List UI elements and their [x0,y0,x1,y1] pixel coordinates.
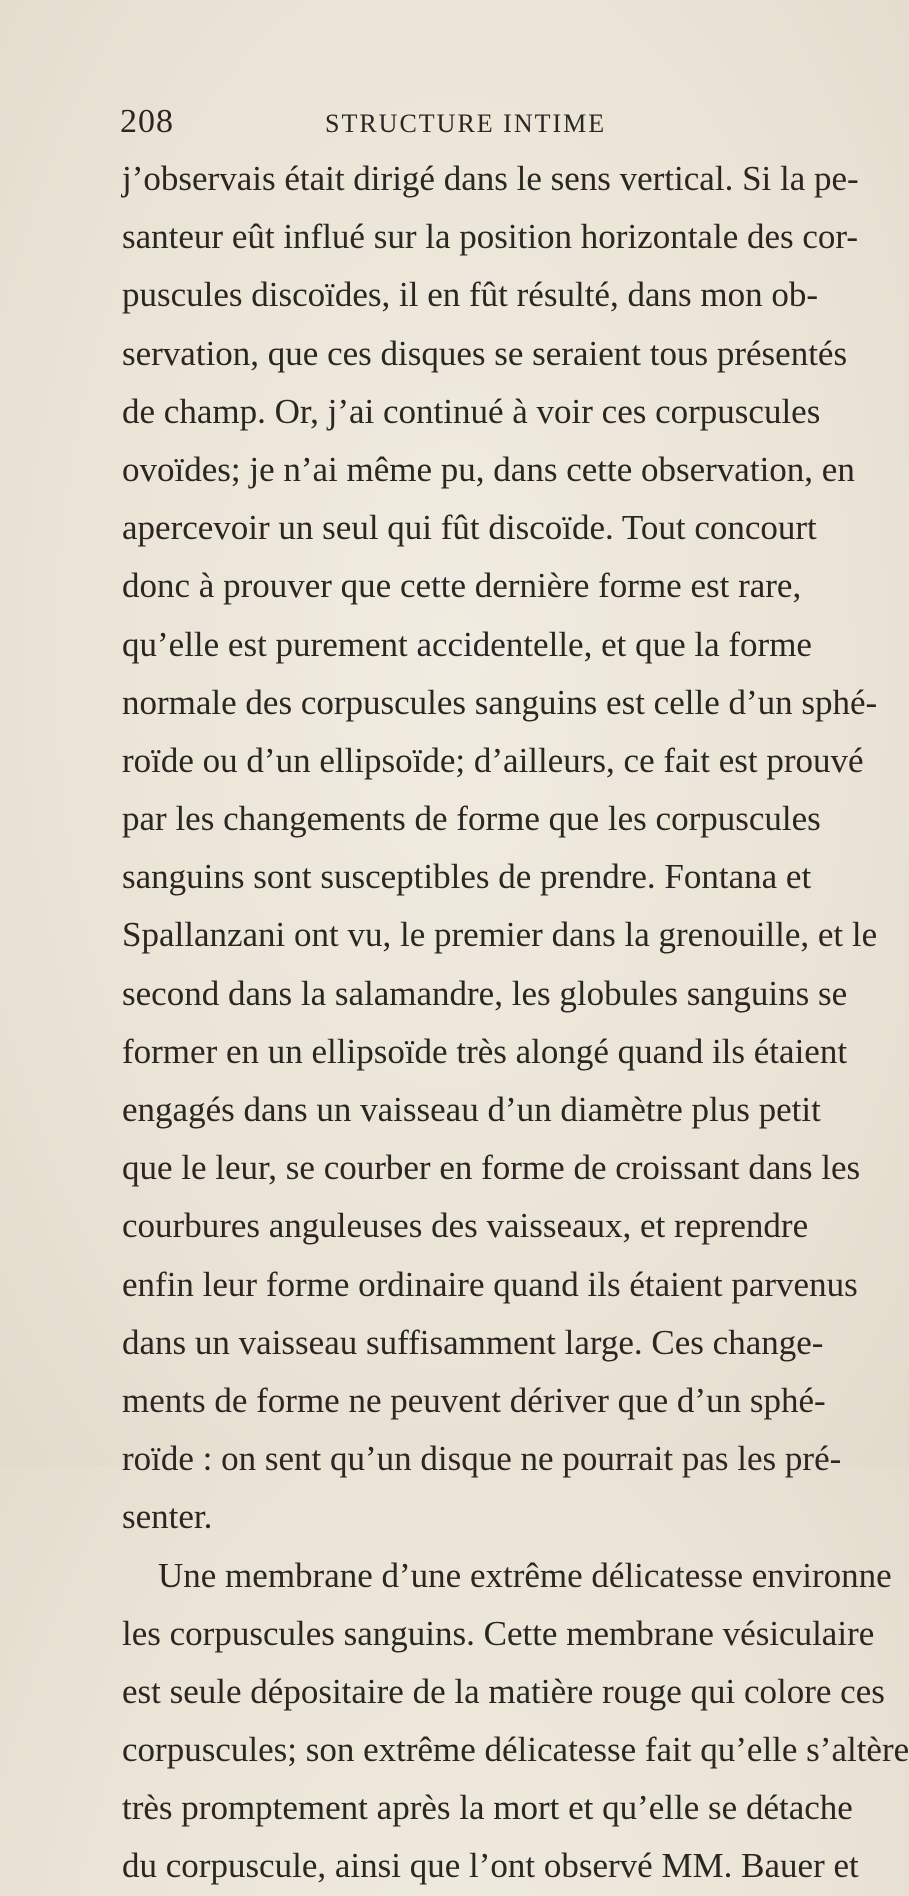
text-line: puscules discoïdes, il en fût résulté, dans mon ob- [122,275,818,315]
page-number: 208 [120,103,174,140]
text-line: j’observais était dirigé dans le sens vertical. Si la pe- [122,159,859,198]
text-line: donc à prouver que cette dernière forme est rare, [122,566,802,606]
text-line: normale des corpuscules sanguins est celle d’un sphé- [122,682,878,722]
text-line: Spallanzani ont vu, le premier dans la grenouille, et le [122,915,878,955]
text-line: dans un vaisseau suffisamment large. Ces change- [122,1322,824,1362]
text-line: corpuscules; son extrême délicatesse fait qu’elle s’altère [122,1730,909,1770]
running-head: STRUCTURE INTIME [325,109,607,138]
text-line: servation, que ces disques se seraient tous présentés [122,333,848,373]
text-line: du corpuscule, ainsi que l’ont observé MM. Bauer et [122,1846,859,1886]
text-line: senter. [122,1497,213,1537]
text-line: roïde : on sent qu’un disque ne pourrait pas les pré- [122,1439,842,1479]
text-line: apercevoir un seul qui fût discoïde. Tout concourt [122,508,817,548]
text-line: sanguins sont susceptibles de prendre. Fontana et [122,857,812,897]
text-line: les corpuscules sanguins. Cette membrane vésiculaire [122,1613,875,1653]
text-line: ovoïdes; je n’ai même pu, dans cette observation, en [122,449,855,489]
page-header [120,103,780,143]
text-line: santeur eût influé sur la position horizontale des cor- [122,217,859,257]
text-line: courbures anguleuses des vaisseaux, et reprendre [122,1206,809,1246]
text-line: ments de forme ne peuvent dériver que d’un sphé- [122,1380,826,1420]
body-text [122,150,909,1896]
text-line: très promptement après la mort et qu’elle se détache [122,1788,853,1828]
text-line: est seule dépositaire de la matière rouge qui colore ces [122,1671,885,1711]
text-line: former en un ellipsoïde très alongé quand ils étaient [122,1031,848,1071]
paragraph-first-line: Une membrane d’une extrême délicatesse environne [158,1555,892,1595]
text-line: second dans la salamandre, les globules sanguins se [122,973,848,1013]
text-line: engagés dans un vaisseau d’un diamètre plus petit [122,1090,821,1129]
text-line: roïde ou d’un ellipsoïde; d’ailleurs, ce fait est prouvé [122,740,864,780]
text-line: enfin leur forme ordinaire quand ils étaient parvenus [122,1264,858,1304]
text-line: que le leur, se courber en forme de croissant dans les [122,1148,861,1188]
text-line: qu’elle est purement accidentelle, et que la forme [122,624,812,664]
text-line: de champ. Or, j’ai continué à voir ces corpuscules [122,391,821,431]
text-line: par les changements de forme que les corpuscules [122,799,821,839]
